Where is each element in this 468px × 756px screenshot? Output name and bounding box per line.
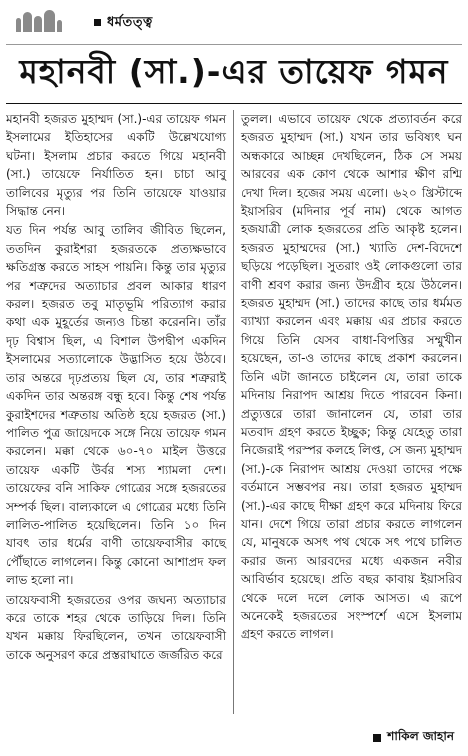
article-headline: মহানবী (সা.)-এর তায়েফ গমন [19,52,449,91]
paragraph: মহানবী হজরত মুহাম্মদ (সা.)-এর তায়েফ গমন ইসলামের ইতিহাসের একটি উল্লেখযোগ্য ঘটনা। ইসলাম প্রচার করতে গিয়ে মহানবী (সা.) তায়েফে নির্যাতিত হন। চাচা আবু তালিবের মৃত্যুর পর তিনি তায়েফে যাওয়ার সিদ্ধান্ত নেন। [6,112,226,219]
section-label [94,13,153,34]
article-body [6,104,462,714]
paragraph: তুলল। এভাবে তায়েফ থেকে প্রত্যাবর্তন করে হজরত মুহাম্মদ (সা.) যখন তার ভবিষ্যৎ ঘন অন্ধকারে আচ্ছন্ন দেখছিলেন, ঠিক সে সময় আরবের এক কোণ থেকে আশার ক্ষীণ রশ্মি দেখা দিল। হজের সময় এলো। ৬২০ খ্রিস্টাব্দে ইয়াসরিব (মদিনার পূর্ব নাম) থেকে আগত হজযাত্রী লোক হজরতের প্রতি আকৃষ্ট হলেন। হজরত মুহাম্মদের (সা.) খ্যাতি দেশ-বিদেশে ছড়িয়ে পড়েছিল। সুতরাং ওই লোকগুলো তার বাণী শ্রবণ করার জন্য উদগ্রীব হয়ে উঠলেন। হজরত মুহাম্মদ (সা.) তাদের কাছে তার ধর্মমত ব্যাখ্যা করলেন এবং মক্কায় এর প্রচার করতে গিয়ে তিনি যেসব বাধা-বিপত্তির সম্মুখীন হয়েছেন, তা-ও তাদের কাছে প্রকাশ করলেন। তিনি এটা জানতে চাইলেন যে, তারা তাকে মদিনায় নিরাপদ আশ্রয় দিতে পারবেন কিনা। প্রত্যুত্তরে তারা জানালেন যে, তারা তার মতবাদ গ্রহণ করতে ইচ্ছুক; কিন্তু যেহেতু তারা নিজেরাই পরস্পর কলহে লিপ্ত, সে জন্য মুহাম্মদ (সা.)-কে নিরাপদ আশ্রয় দেওয়া তাদের পক্ষে বর্তমানে সম্ভবপর নয়। তারা হজরত মুহাম্মদ (সা.)-এর কাছে দীক্ষা গ্রহণ করে মদিনায় ফিরে যান। দেশে গিয়ে তারা প্রচার করতে লাগলেন যে, মানুষকে অসৎ পথ থেকে সৎ পথে চালিত করার জন্য আরবদের মধ্যে একজন নবীর আবির্ভাব হয়েছে। প্রতি বছর কাবায় ইয়াসরিব থেকে দলে দলে লোক আসত। এ রূপে অনেকেই হজরতের সংস্পর্শে এসে ইসলাম গ্রহণ করতে লাগল। [241,112,462,642]
section-title: ধর্মতত্ত্ব [107,15,153,30]
section-bullet-icon [94,19,101,26]
article-column-right [234,110,462,714]
author-byline [373,728,454,748]
headline-area [6,45,462,104]
byline-square-icon [373,734,381,742]
mosque-silhouette-icon [16,10,62,32]
article-column-left [6,110,234,714]
author-name: শাকিল জাহান [387,729,454,743]
paragraph: যত দিন পর্যন্ত আবু তালিব জীবিত ছিলেন, ততদিন কুরাইশরা হজরতকে প্রত্যক্ষভাবে ক্ষতিগ্রস্ত করতে সাহস পায়নি। কিন্তু তার মৃত্যুর পর শত্রুদের অত্যাচার প্রবল আকার ধারণ করল। হজরত তবু মাতৃভূমি পরিত্যাগ করার কথা এক মুহূর্তের জন্যও চিন্তা করেননি। তাঁর দৃঢ় বিশ্বাস ছিল, এ বিশাল উপদ্বীপ একদিন ইসলামের সত্যালোকে উদ্ভাসিত হয়ে উঠবে। তার অন্তরে দৃঢ়প্রত্যয় ছিল যে, তার শত্রুরাই একদিন তার অন্তরঙ্গ বন্ধু হবে। কিন্তু শেষ পর্যন্ত কুরাইশদের শত্রুতায় অতিষ্ঠ হয়ে হজরত (সা.) পালিত পুত্র জায়েদকে সঙ্গে নিয়ে তায়েফ গমন করলেন। মক্কা থেকে ৬০-৭০ মাইল উত্তরে তায়েফ একটি উর্বর শস্য শ্যামলা দেশ। তায়েফের বনি সাকিফ গোত্রের সঙ্গে হজরতের সম্পর্ক ছিল। বাল্যকালে এ গোত্রের মধ্যে তিনি লালিত-পালিত হয়েছিলেন। তিনি ১০ দিন যাবৎ তার ধর্মের বাণী তায়েফবাসীর কাছে পৌঁছাতে লাগলেন। কিন্তু কোনো আশাপ্রদ ফল লাভ হলো না। [6,223,226,588]
paragraph: তায়েফবাসী হজরতের ওপর জঘন্য অত্যাচার করে তাকে শহর থেকে তাড়িয়ে দিল। তিনি যখন মক্কায় ফিরছিলেন, তখন তায়েফবাসী তাকে অনুসরণ করে প্রস্তরাঘাতে জর্জরিত করে [6,592,226,662]
section-header [6,0,462,45]
